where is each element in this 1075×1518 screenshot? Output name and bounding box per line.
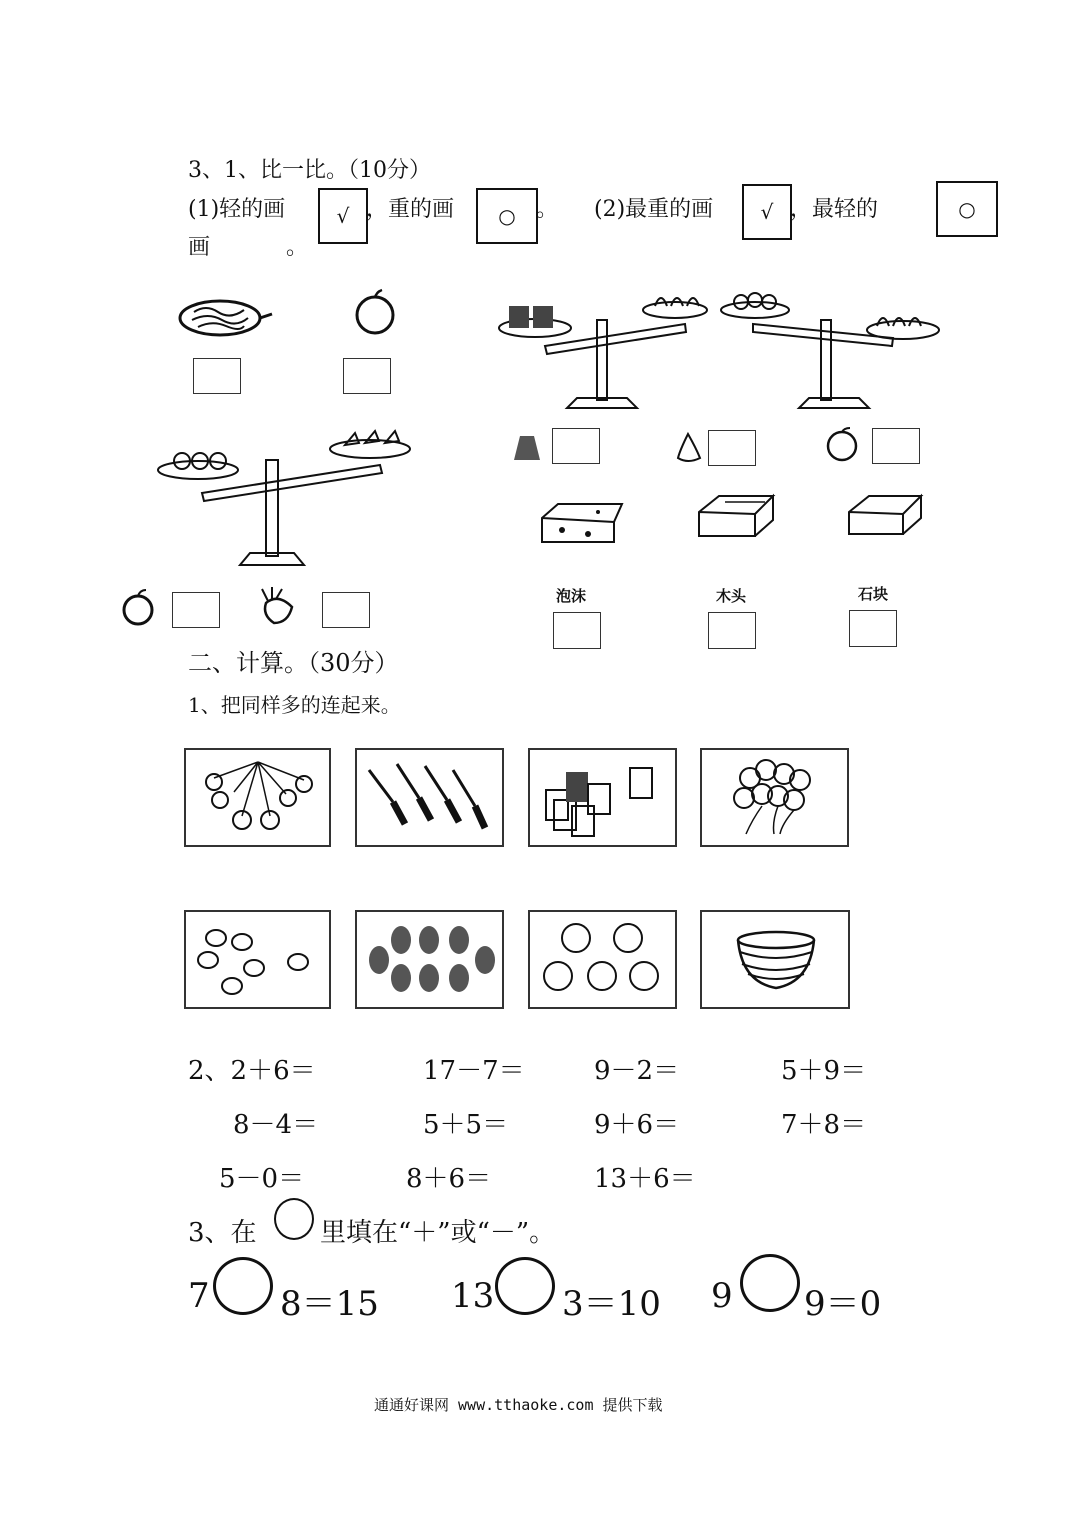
q1-heavy-label: ，重的画 [366, 197, 455, 222]
material-label-stone: 石块 [858, 585, 889, 603]
pear-icon [672, 430, 706, 464]
fill-problem-2-left: 13 [451, 1276, 495, 1316]
sample-circle-icon [274, 1198, 314, 1240]
apple-icon [118, 590, 162, 626]
carrot-icon [258, 585, 302, 627]
fill-problem-1-circle[interactable] [213, 1257, 273, 1315]
match-panel-bowl[interactable] [700, 910, 850, 1009]
apple-icon [352, 290, 400, 334]
equation-1: 2、2＋6＝ [188, 1056, 316, 1086]
match-panel-strawberries[interactable] [355, 910, 504, 1009]
q2-cont-label: 画 [188, 235, 211, 260]
match-title: 1、把同样多的连起来。 [188, 693, 401, 717]
compare-title: 3、1、比一比。（10分） [188, 158, 431, 183]
foam-answer-box[interactable] [553, 612, 601, 649]
wood-block-icon [695, 490, 777, 540]
calc-section-title: 二、计算。（30分） [188, 649, 399, 677]
pear-answer-box[interactable] [708, 430, 756, 466]
carrot-answer-box[interactable] [322, 592, 370, 628]
q2-end-mark: 。 [286, 235, 309, 260]
match-panel-books[interactable] [528, 748, 677, 847]
watermelon-answer-box[interactable] [193, 358, 241, 394]
balance-scales-pair [497, 288, 947, 413]
equation-5: 8－4＝ [233, 1110, 319, 1140]
fill-problem-3-circle[interactable] [740, 1254, 800, 1312]
equation-7: 9＋6＝ [594, 1110, 680, 1140]
fill-title-start: 3、在 [188, 1218, 257, 1248]
apple-answer-box-3[interactable] [872, 428, 920, 464]
equation-10: 8＋6＝ [406, 1164, 492, 1194]
equation-9: 5－0＝ [219, 1164, 305, 1194]
match-panel-knives[interactable] [355, 748, 504, 847]
stone-answer-box[interactable] [849, 610, 897, 647]
cherries-icon [186, 750, 329, 845]
fill-problem-1-left: 7 [188, 1276, 210, 1316]
q1-end-mark: 。 [536, 197, 559, 222]
fill-problem-3-right: 9＝0 [804, 1284, 882, 1324]
fill-problem-2-right: 3＝10 [562, 1284, 661, 1324]
circle-mark-icon: ○ [498, 204, 516, 228]
apple-answer-box[interactable] [343, 358, 391, 394]
strawberries-icon [357, 912, 502, 1007]
q1-heavy-answer-box[interactable] [476, 188, 538, 244]
books-icon [530, 750, 675, 845]
flowers-icon [186, 912, 329, 1007]
equation-8: 7＋8＝ [781, 1110, 867, 1140]
checkmark-icon: √ [336, 204, 350, 228]
match-panel-peaches[interactable] [528, 910, 677, 1009]
fill-title-end: 里填在“＋”或“－”。 [320, 1218, 556, 1248]
fill-problem-1-right: 8＝15 [280, 1284, 379, 1324]
equation-11: 13＋6＝ [594, 1164, 696, 1194]
pineapple-answer-box[interactable] [552, 428, 600, 464]
circle-mark-icon: ○ [958, 197, 976, 221]
equation-4: 5＋9＝ [781, 1056, 867, 1086]
equation-3: 9－2＝ [594, 1056, 680, 1086]
apple-answer-box-2[interactable] [172, 592, 220, 628]
checkmark-icon: √ [760, 200, 774, 224]
q2-heaviest-answer-box[interactable] [742, 184, 792, 240]
foam-block-icon [538, 498, 628, 548]
fill-problem-3-left: 9 [711, 1276, 733, 1316]
material-label-wood: 木头 [716, 587, 747, 605]
match-panel-flowers[interactable] [184, 910, 331, 1009]
footer-text: 通通好课网 www.tthaoke.com 提供下载 [374, 1396, 663, 1414]
watermelon-icon [178, 298, 278, 338]
q2-heaviest-label: (2)最重的画 [594, 197, 714, 222]
pineapple-icon [510, 430, 544, 462]
fill-problem-2-circle[interactable] [495, 1257, 555, 1315]
peaches-icon [530, 912, 675, 1007]
q1-light-label: (1)轻的画 [188, 197, 286, 222]
equation-6: 5＋5＝ [423, 1110, 509, 1140]
match-panel-balloons[interactable] [700, 748, 849, 847]
equation-2: 17－7＝ [423, 1056, 525, 1086]
q2-lightest-label: ，最轻的 [790, 197, 879, 222]
wood-answer-box[interactable] [708, 612, 756, 649]
balloons-icon [702, 750, 847, 845]
bowl-icon [702, 912, 848, 1007]
q2-lightest-answer-box[interactable] [936, 181, 998, 237]
stone-block-icon [845, 490, 925, 540]
knives-icon [357, 750, 502, 845]
material-label-foam: 泡沫 [556, 587, 587, 605]
apple-icon [824, 428, 864, 462]
match-panel-cherries[interactable] [184, 748, 331, 847]
q1-light-answer-box[interactable] [318, 188, 368, 244]
balance-scale-apples-carrots [150, 425, 420, 575]
